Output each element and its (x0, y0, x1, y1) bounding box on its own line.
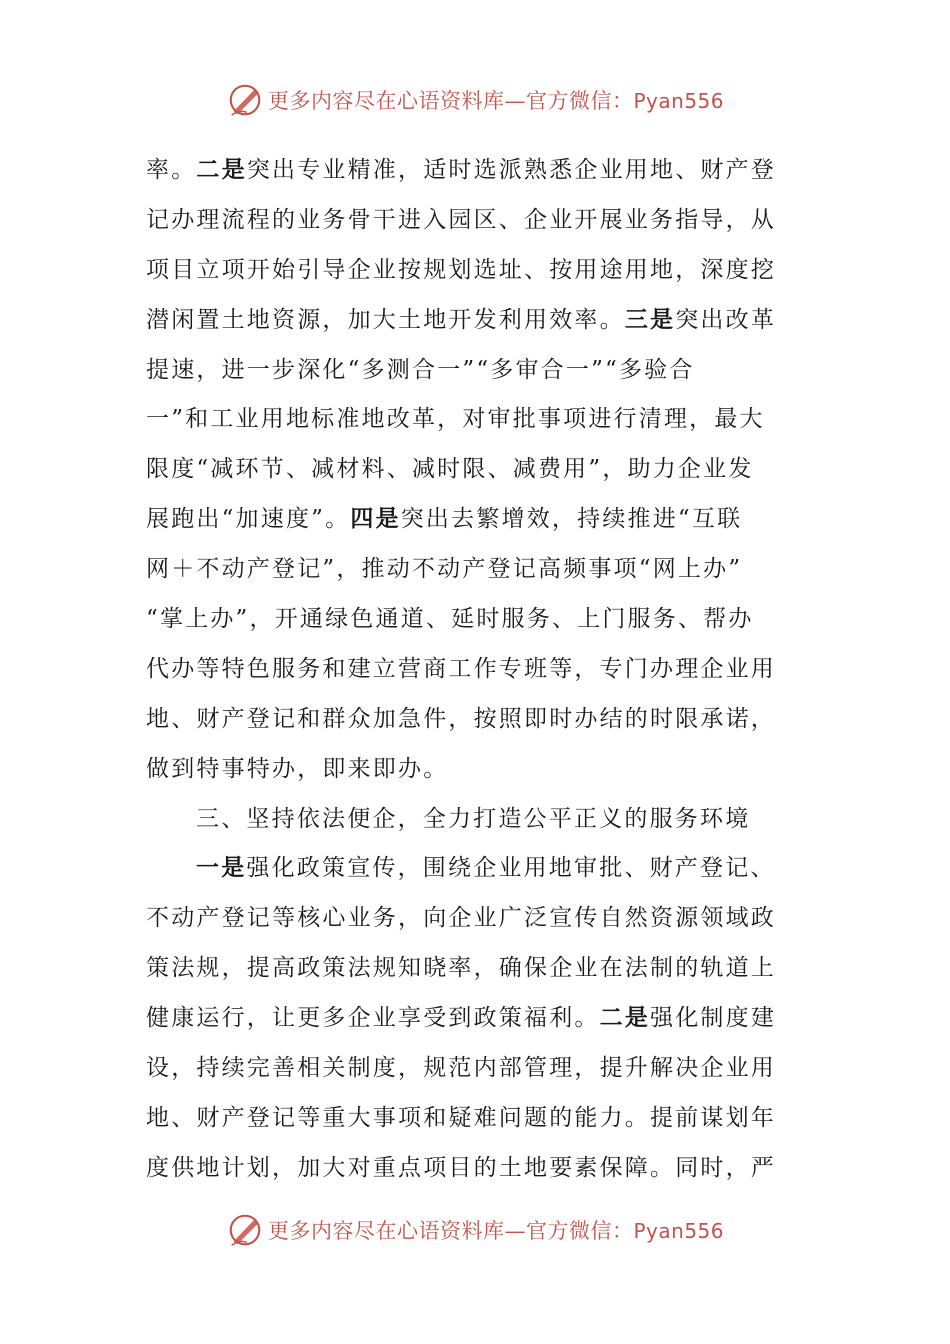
bold-lead-phrase: 四是 (350, 506, 401, 533)
text-line (146, 994, 791, 1044)
pen-seal-logo-icon (226, 81, 264, 119)
header-watermark-text: 更多内容尽在心语资料库—官方微信：Pyan556 (267, 89, 724, 113)
text-line (146, 146, 791, 196)
text-run: 突出去繁增效，持续推进“互联 (400, 506, 743, 533)
text-run: 强化政策宣传，围绕企业用地审批、财产登记、 (246, 855, 776, 882)
text-line (146, 1144, 791, 1194)
text-run: 展跑出“加速度”。 (146, 506, 351, 533)
text-line (146, 1094, 791, 1144)
header-watermark (0, 80, 950, 120)
text-line (146, 745, 791, 795)
text-run: 记办理流程的业务骨干进入园区、企业开展业务指导，从 (146, 206, 776, 233)
text-run: 提速，进一步深化“多测合一”“多审合一”“多验合 (146, 356, 695, 383)
footer-watermark-text: 更多内容尽在心语资料库—官方微信：Pyan556 (267, 1219, 724, 1243)
text-run: 突出改革 (675, 306, 777, 333)
bold-lead-phrase: 三是 (624, 306, 676, 333)
text-line (146, 545, 791, 595)
text-run: 策法规，提高政策法规知晓率，确保企业在法制的轨道上 (146, 955, 776, 982)
text-line (146, 346, 791, 396)
text-run: 不动产登记等核心业务，向企业广泛宣传自然资源领域政 (146, 905, 776, 932)
text-run: 强化制度建 (650, 1005, 777, 1032)
pen-seal-logo-icon (226, 1211, 264, 1249)
text-line (146, 944, 791, 994)
text-run: 网＋不动产登记”，推动不动产登记高频事项“网上办” (146, 556, 743, 583)
bold-lead-phrase: 二是 (196, 157, 247, 183)
text-line (146, 246, 791, 296)
text-run: 潜闲置土地资源，加大土地开发利用效率。 (146, 306, 625, 333)
text-line (146, 844, 791, 894)
header-wechat-id: Pyan556 (633, 89, 724, 113)
text-line (146, 795, 791, 845)
text-run: 地、财产登记等重大事项和疑难问题的能力。提前谋划年 (146, 1104, 776, 1131)
text-line (146, 495, 791, 545)
text-line (146, 296, 791, 346)
text-run: 代办等特色服务和建立营商工作专班等，专门办理企业用 (146, 655, 776, 682)
text-line (146, 196, 791, 246)
text-run: 健康运行，让更多企业享受到政策福利。 (146, 1005, 600, 1032)
text-run: 地、财产登记和群众加急件，按照即时办结的时限承诺， (146, 705, 776, 732)
text-run: 度供地计划，加大对重点项目的土地要素保障。同时，严 (146, 1154, 776, 1181)
text-run: 限度“减环节、减材料、减时限、减费用”，助力企业发 (146, 456, 754, 483)
document-body (146, 146, 791, 1194)
text-run: 突出专业精准，适时选派熟悉企业用地、财产登 (246, 157, 777, 183)
text-run: 项目立项开始引导企业按规划选址、按用途用地，深度挖 (146, 256, 776, 283)
text-line (146, 695, 791, 745)
text-line (146, 894, 791, 944)
text-run: 设，持续完善相关制度，规范内部管理，提升解决企业用 (146, 1055, 776, 1082)
bold-lead-phrase: 二是 (599, 1005, 651, 1032)
text-run: 一”和工业用地标准地改革，对审批事项进行清理，最大 (146, 406, 765, 433)
text-line (146, 645, 791, 695)
footer-wechat-id: Pyan556 (633, 1219, 724, 1243)
bold-lead-phrase: 一是 (196, 855, 247, 882)
text-line (146, 1044, 791, 1094)
text-run: 率。 (146, 157, 197, 183)
text-line (146, 595, 791, 645)
text-line (146, 395, 791, 445)
text-run: “掌上办”，开通绿色通道、延时服务、上门服务、帮办 (146, 606, 754, 633)
text-run: 做到特事特办，即来即办。 (146, 755, 449, 782)
text-run: 三、坚持依法便企，全力打造公平正义的服务环境 (196, 805, 751, 832)
text-line (146, 445, 791, 495)
footer-watermark (0, 1210, 950, 1250)
